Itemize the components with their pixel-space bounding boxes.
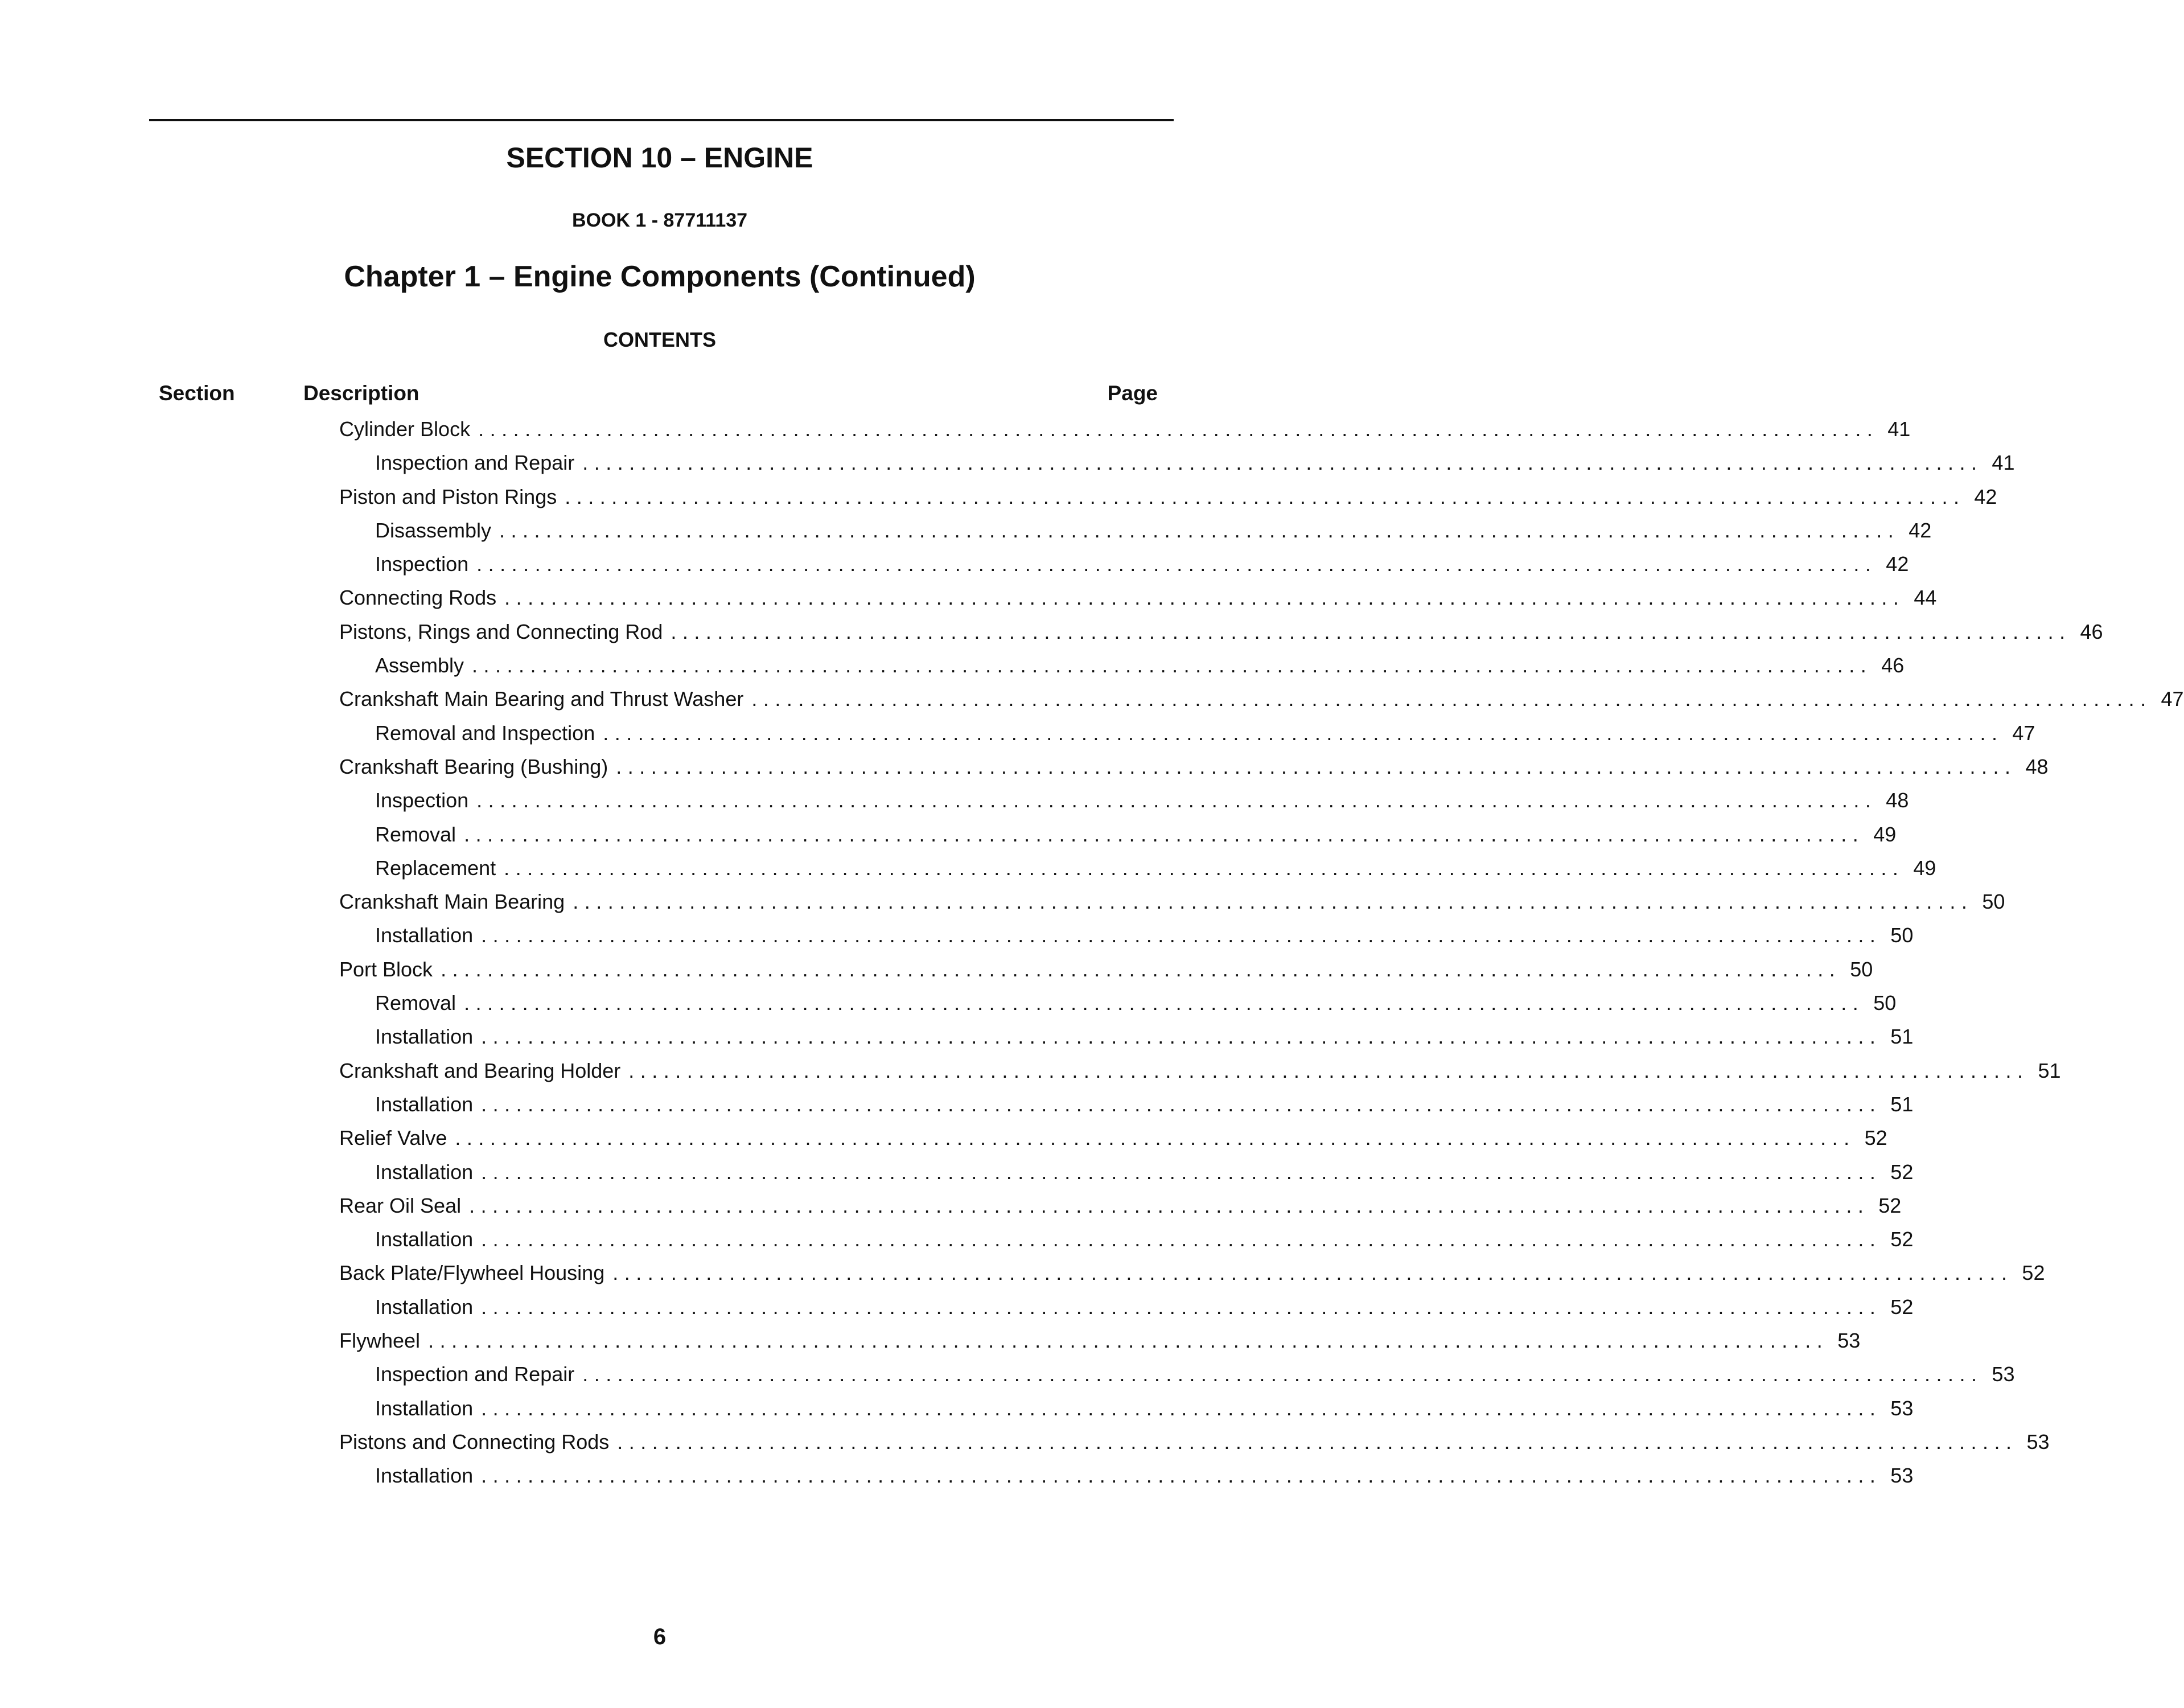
toc-entry-page: 49 [1913,856,1936,880]
toc-entry [339,818,1897,851]
toc-entry-page: 51 [2038,1058,2061,1082]
dot-leader: ........................................................................................................................ [464,822,1865,846]
toc-entry [339,1054,2061,1087]
toc-entry-page: 52 [1878,1193,1902,1217]
toc-entry [339,783,1909,817]
toc-entry-page: 47 [2161,687,2184,711]
toc-entry [339,1121,1887,1155]
toc-entry-title: Inspection and Repair [375,451,575,475]
dot-leader: ........................................................................................................................ [504,586,1905,610]
toc-entry-page: 51 [1890,1092,1914,1116]
dot-leader: ........................................................................................................................ [481,923,1882,947]
dot-leader: ........................................................................................................................ [481,1160,1882,1184]
toc-entry [339,952,1873,986]
toc-entry [339,1391,1914,1425]
toc-entry [339,1020,1914,1053]
toc-entry [339,480,1997,514]
toc-entry-page: 44 [1914,586,1937,610]
dot-leader: ........................................................................................................................ [441,957,1841,981]
toc-entry-title: Rear Oil Seal [339,1193,462,1217]
toc-entry-title: Pistons, Rings and Connecting Rod [339,619,663,643]
toc-entry-page: 41 [1992,451,2015,475]
toc-entry [339,1222,1914,1256]
dot-leader: ........................................................................................................................ [617,1430,2018,1454]
toc-entry [339,1425,2050,1459]
toc-entry-page: 53 [1992,1362,2015,1386]
dot-leader: ........................................................................................................................ [616,754,2017,778]
toc-entry-page: 52 [1890,1160,1914,1184]
toc-entry-title: Removal [375,822,456,846]
toc-entry-title: Installation [375,1227,474,1251]
toc-entry-title: Installation [375,1464,474,1488]
toc-entry [339,615,2103,648]
toc-entry [339,581,1937,614]
toc-entry-page: 51 [1890,1025,1914,1049]
dot-leader: ........................................................................................................................ [428,1329,1829,1353]
dot-leader: ........................................................................................................................ [481,1295,1882,1319]
toc-entry-title: Back Plate/Flywheel Housing [339,1261,605,1285]
dot-leader: ........................................................................................................................ [464,991,1865,1015]
toc-entry-title: Piston and Piston Rings [339,485,557,508]
dot-leader: ........................................................................................................................ [469,1193,1870,1217]
toc-entry-page: 42 [1909,518,1932,542]
toc-entry-page: 50 [1982,890,2005,914]
toc-entry-title: Connecting Rods [339,586,497,610]
dot-leader: ........................................................................................................................ [603,721,2004,745]
toc-entry [339,918,1914,952]
column-header-page: Page [1107,381,1158,405]
toc-entry-title: Installation [375,1025,474,1049]
toc-entry-page: 41 [1887,417,1911,441]
dot-leader: ........................................................................................................................ [612,1261,2013,1285]
toc-entry-title: Installation [375,1160,474,1184]
toc-entry-title: Flywheel [339,1329,421,1353]
toc-entry-title: Cylinder Block [339,417,471,441]
toc-entry [339,1087,1914,1121]
toc-entry-title: Inspection [375,789,469,812]
toc-entry-page: 47 [2012,721,2035,745]
toc-list [339,412,2184,1493]
toc-entry-title: Port Block [339,957,433,981]
toc-entry-title: Removal and Inspection [375,721,595,745]
toc-entry [339,547,1909,581]
toc-entry-page: 53 [1837,1329,1861,1353]
dot-leader: ........................................................................................................................ [504,856,1905,880]
toc-entry-page: 53 [1890,1396,1914,1420]
toc-entry [339,716,2035,750]
toc-entry [339,851,1936,885]
toc-entry-page: 53 [2026,1430,2050,1454]
dot-leader: ........................................................................................................................ [671,619,2071,643]
toc-entry [339,1357,2015,1391]
toc-entry-title: Removal [375,991,456,1015]
toc-entry-page: 52 [2022,1261,2045,1285]
toc-entry [339,750,2049,783]
toc-entry [339,682,2184,716]
top-rule [149,119,1174,121]
page-number: 6 [653,1624,667,1649]
dot-leader: ........................................................................................................................ [472,654,1873,678]
toc-entry-page: 50 [1873,991,1897,1015]
toc-entry-title: Assembly [375,654,464,678]
toc-entry [339,1459,1914,1492]
book-number: BOOK 1 - 87711137 [571,210,748,231]
toc-entry-title: Crankshaft and Bearing Holder [339,1058,621,1082]
dot-leader: ........................................................................................................................ [476,789,1877,812]
toc-entry-page: 49 [1873,822,1897,846]
toc-entry-title: Installation [375,1092,474,1116]
toc-entry [339,514,1932,547]
column-header-section: Section [159,381,235,405]
toc-entry-page: 52 [1890,1227,1914,1251]
dot-leader: ........................................................................................................................ [582,451,1983,475]
toc-entry-page: 50 [1850,957,1873,981]
toc-entry-page: 52 [1864,1126,1887,1150]
toc-entry-title: Disassembly [375,518,492,542]
toc-entry-title: Installation [375,1396,474,1420]
toc-entry [339,648,1905,682]
dot-leader: ........................................................................................................................ [478,417,1879,441]
toc-entry-page: 53 [1890,1464,1914,1488]
dot-leader: ........................................................................................................................ [565,485,1965,508]
toc-entry-title: Relief Valve [339,1126,447,1150]
dot-leader: ........................................................................................................................ [582,1362,1983,1386]
dot-leader: ........................................................................................................................ [481,1396,1882,1420]
toc-entry-page: 42 [1886,552,1909,576]
toc-entry-page: 50 [1890,923,1914,947]
toc-entry-title: Installation [375,1295,474,1319]
toc-entry-title: Crankshaft Main Bearing and Thrust Washer [339,687,744,711]
dot-leader: ........................................................................................................................ [628,1058,2029,1082]
toc-entry-title: Inspection and Repair [375,1362,575,1386]
toc-entry-page: 46 [2080,619,2103,643]
toc-entry [339,1256,2045,1290]
dot-leader: ........................................................................................................................ [481,1025,1882,1049]
toc-entry-title: Installation [375,923,474,947]
toc-entry-page: 48 [2025,754,2049,778]
dot-leader: ........................................................................................................................ [499,518,1900,542]
toc-entry [339,1324,1861,1357]
toc-entry-page: 48 [1886,789,1909,812]
toc-entry-page: 46 [1881,654,1905,678]
toc-entry-title: Replacement [375,856,496,880]
section-title: SECTION 10 – ENGINE [506,142,813,174]
dot-leader: ........................................................................................................................ [455,1126,1856,1150]
chapter-title: Chapter 1 – Engine Components (Continued) [344,260,976,293]
toc-entry [339,446,2015,479]
dot-leader: ........................................................................................................................ [573,890,1973,914]
toc-entry [339,986,1897,1020]
dot-leader: ........................................................................................................................ [481,1464,1882,1488]
dot-leader: ........................................................................................................................ [476,552,1877,576]
toc-entry-title: Pistons and Connecting Rods [339,1430,610,1454]
toc-entry [339,1155,1914,1189]
toc-entry-title: Crankshaft Main Bearing [339,890,565,914]
dot-leader: ........................................................................................................................ [481,1227,1882,1251]
toc-entry-title: Crankshaft Bearing (Bushing) [339,754,608,778]
contents-heading: CONTENTS [603,328,716,351]
dot-leader: ........................................................................................................................ [751,687,2152,711]
toc-entry [339,1189,1902,1222]
toc-entry [339,1290,1914,1324]
toc-entry [339,885,2005,918]
dot-leader: ........................................................................................................................ [481,1092,1882,1116]
toc-entry-page: 42 [1974,485,1997,508]
column-header-description: Description [303,381,419,405]
toc-entry [339,412,1911,446]
toc-entry-title: Inspection [375,552,469,576]
toc-entry-page: 52 [1890,1295,1914,1319]
